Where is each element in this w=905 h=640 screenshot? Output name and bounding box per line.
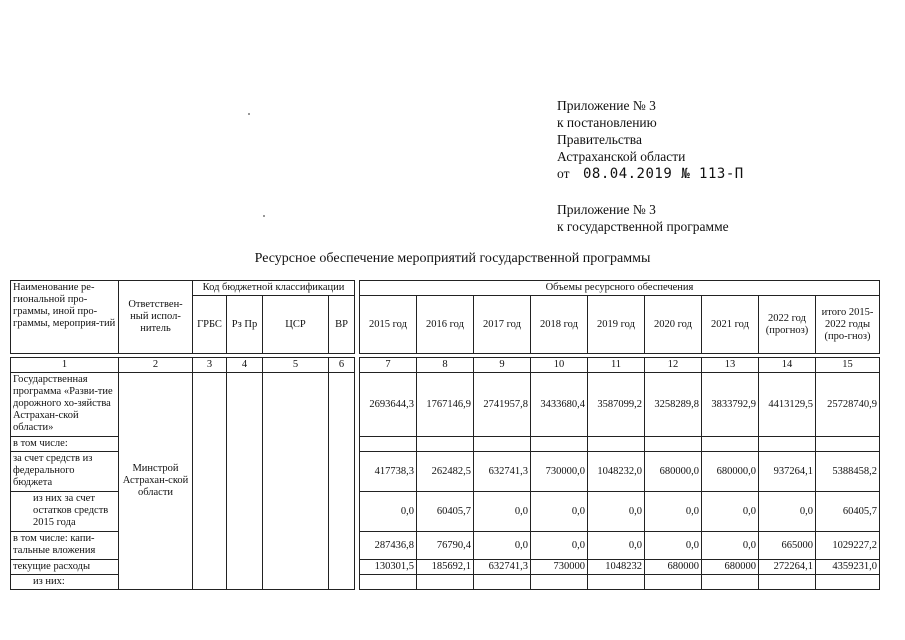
value-cell: [474, 437, 531, 452]
value-cell: 0,0: [702, 492, 759, 532]
value-cell: 730000,0: [531, 452, 588, 492]
value-cell: 680000,0: [645, 452, 702, 492]
value-cell: 272264,1: [759, 560, 816, 575]
index-cell: 8: [417, 358, 474, 373]
index-cell: 10: [531, 358, 588, 373]
executor-cell: Минстрой Астрахан-ской области: [119, 373, 193, 590]
value-cell: 2693644,3: [360, 373, 417, 437]
index-cell: 14: [759, 358, 816, 373]
row-label: в том числе:: [11, 437, 119, 452]
header-year: 2017 год: [474, 296, 531, 354]
date-number: 08.04.2019 № 113-П: [582, 166, 744, 182]
index-cell: 6: [329, 358, 355, 373]
index-cell: 7: [360, 358, 417, 373]
vr-cell: [329, 373, 355, 590]
value-cell: 680000: [702, 560, 759, 575]
header-row-1: [11, 281, 880, 296]
value-cell: [588, 437, 645, 452]
index-cell: 1: [11, 358, 119, 373]
grbs-cell: [193, 373, 227, 590]
value-cell: 262482,5: [417, 452, 474, 492]
value-cell: 76790,4: [417, 532, 474, 560]
value-cell: 287436,8: [360, 532, 417, 560]
header-grbs: ГРБС: [193, 296, 227, 354]
csr-cell: [263, 373, 329, 590]
value-cell: 1767146,9: [417, 373, 474, 437]
row-label: в том числе: капи-тальные вложения: [11, 532, 119, 560]
value-cell: [360, 575, 417, 590]
header-year: 2020 год: [645, 296, 702, 354]
row-label: Государственная программа «Разви-тие дорожного хо-зяйства Астрахан-ской области»: [11, 373, 119, 437]
value-cell: 0,0: [702, 532, 759, 560]
value-cell: 1029227,2: [816, 532, 880, 560]
value-cell: [588, 575, 645, 590]
value-cell: [645, 575, 702, 590]
value-cell: 665000: [759, 532, 816, 560]
index-cell: 11: [588, 358, 645, 373]
header-year: 2016 год: [417, 296, 474, 354]
value-cell: 5388458,2: [816, 452, 880, 492]
appendix-decree-line-4: Астраханской области: [557, 149, 686, 164]
row-label: из них за счет остатков средств 2015 года: [11, 492, 119, 532]
value-cell: [645, 437, 702, 452]
value-cell: 3833792,9: [702, 373, 759, 437]
table-row: [11, 373, 880, 437]
value-cell: 185692,1: [417, 560, 474, 575]
value-cell: 1048232,0: [588, 452, 645, 492]
index-cell: 12: [645, 358, 702, 373]
scan-speck: [248, 113, 250, 115]
value-cell: [417, 575, 474, 590]
row-label: текущие расходы: [11, 560, 119, 575]
index-cell: 9: [474, 358, 531, 373]
value-cell: [531, 437, 588, 452]
value-cell: 0,0: [759, 492, 816, 532]
value-cell: [702, 575, 759, 590]
value-cell: [531, 575, 588, 590]
document-title: Ресурсное обеспечение мероприятий государственной программы: [254, 251, 651, 266]
header-vr: ВР: [329, 296, 355, 354]
index-cell: 5: [263, 358, 329, 373]
value-cell: 0,0: [531, 492, 588, 532]
value-cell: 0,0: [474, 532, 531, 560]
appendix-decree-block: [557, 97, 744, 183]
value-cell: [759, 437, 816, 452]
value-cell: 4413129,5: [759, 373, 816, 437]
value-cell: [702, 437, 759, 452]
value-cell: 730000: [531, 560, 588, 575]
index-cell: 3: [193, 358, 227, 373]
header-year: 2021 год: [702, 296, 759, 354]
value-cell: 0,0: [645, 532, 702, 560]
value-cell: 60405,7: [417, 492, 474, 532]
appendix-decree-line-3: Правительства: [557, 132, 642, 147]
header-csr: ЦСР: [263, 296, 329, 354]
value-cell: 0,0: [588, 492, 645, 532]
value-cell: 0,0: [474, 492, 531, 532]
value-cell: 4359231,0: [816, 560, 880, 575]
value-cell: 1048232: [588, 560, 645, 575]
resource-table: [10, 280, 880, 590]
value-cell: [759, 575, 816, 590]
value-cell: 60405,7: [816, 492, 880, 532]
value-cell: 0,0: [588, 532, 645, 560]
appendix-program-line-1: Приложение № 3: [557, 202, 656, 217]
index-cell: 2: [119, 358, 193, 373]
appendix-decree-date: [557, 165, 744, 183]
value-cell: 680000,0: [702, 452, 759, 492]
value-cell: [360, 437, 417, 452]
value-cell: [417, 437, 474, 452]
appendix-decree-line-2: к постановлению: [557, 115, 657, 130]
value-cell: 417738,3: [360, 452, 417, 492]
appendix-program-block: [557, 201, 729, 235]
value-cell: 0,0: [531, 532, 588, 560]
date-prefix: от: [557, 166, 570, 181]
header-rzpr: Рз Пр: [227, 296, 263, 354]
index-cell: 13: [702, 358, 759, 373]
index-row: [11, 358, 880, 373]
header-name: Наименование ре-гиональной про-граммы, иной про-граммы, мероприя-тий: [11, 281, 119, 354]
index-cell: 15: [816, 358, 880, 373]
row-label: из них:: [11, 575, 119, 590]
appendix-decree-line-1: Приложение № 3: [557, 98, 656, 113]
header-year: 2018 год: [531, 296, 588, 354]
header-year: 2019 год: [588, 296, 645, 354]
header-year: 2022 год (прогноз): [759, 296, 816, 354]
row-label: за счет средств из федерального бюджета: [11, 452, 119, 492]
value-cell: 632741,3: [474, 452, 531, 492]
value-cell: 2741957,8: [474, 373, 531, 437]
value-cell: [816, 437, 880, 452]
value-cell: 130301,5: [360, 560, 417, 575]
value-cell: 0,0: [360, 492, 417, 532]
header-year-total: итого 2015-2022 годы (про-гноз): [816, 296, 880, 354]
value-cell: 937264,1: [759, 452, 816, 492]
header-budget-code: Код бюджетной классификации: [193, 281, 355, 296]
header-volumes: Объемы ресурсного обеспечения: [360, 281, 880, 296]
value-cell: 3258289,8: [645, 373, 702, 437]
value-cell: 25728740,9: [816, 373, 880, 437]
index-cell: 4: [227, 358, 263, 373]
value-cell: [816, 575, 880, 590]
value-cell: 3587099,2: [588, 373, 645, 437]
value-cell: 632741,3: [474, 560, 531, 575]
rzpr-cell: [227, 373, 263, 590]
value-cell: 680000: [645, 560, 702, 575]
value-cell: 3433680,4: [531, 373, 588, 437]
value-cell: 0,0: [645, 492, 702, 532]
appendix-program-line-2: к государственной программе: [557, 219, 729, 234]
scan-speck: [263, 215, 265, 217]
header-year: 2015 год: [360, 296, 417, 354]
value-cell: [474, 575, 531, 590]
header-executor: Ответствен-ный испол-нитель: [119, 281, 193, 354]
